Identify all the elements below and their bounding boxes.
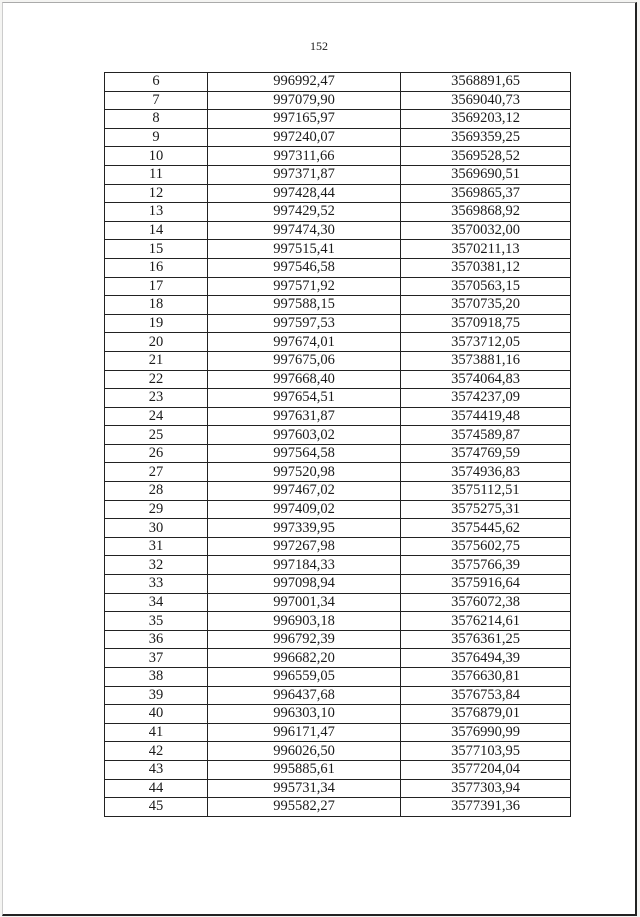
- x-coordinate-cell: 997001,34: [208, 593, 401, 612]
- x-coordinate-cell: 996303,10: [208, 705, 401, 724]
- x-coordinate-cell: 997165,97: [208, 110, 401, 129]
- y-coordinate-cell: 3569868,92: [401, 203, 571, 222]
- point-number-cell: 29: [105, 500, 208, 519]
- x-coordinate-cell: 996437,68: [208, 686, 401, 705]
- coordinates-table-body: [105, 73, 571, 817]
- point-number-cell: 36: [105, 630, 208, 649]
- table-row: [105, 575, 571, 594]
- point-number-cell: 25: [105, 426, 208, 445]
- table-row: [105, 389, 571, 408]
- x-coordinate-cell: 997098,94: [208, 575, 401, 594]
- table-row: [105, 723, 571, 742]
- table-row: [105, 705, 571, 724]
- point-number-cell: 43: [105, 760, 208, 779]
- y-coordinate-cell: 3575916,64: [401, 575, 571, 594]
- y-coordinate-cell: 3569690,51: [401, 165, 571, 184]
- point-number-cell: 33: [105, 575, 208, 594]
- table-row: [105, 110, 571, 129]
- y-coordinate-cell: 3576072,38: [401, 593, 571, 612]
- x-coordinate-cell: 997339,95: [208, 519, 401, 538]
- x-coordinate-cell: 997515,41: [208, 240, 401, 259]
- point-number-cell: 37: [105, 649, 208, 668]
- y-coordinate-cell: 3573881,16: [401, 351, 571, 370]
- table-row: [105, 203, 571, 222]
- y-coordinate-cell: 3574064,83: [401, 370, 571, 389]
- table-row: [105, 593, 571, 612]
- x-coordinate-cell: 997674,01: [208, 333, 401, 352]
- point-number-cell: 18: [105, 296, 208, 315]
- point-number-cell: 20: [105, 333, 208, 352]
- x-coordinate-cell: 996682,20: [208, 649, 401, 668]
- x-coordinate-cell: 997668,40: [208, 370, 401, 389]
- y-coordinate-cell: 3569528,52: [401, 147, 571, 166]
- y-coordinate-cell: 3573712,05: [401, 333, 571, 352]
- x-coordinate-cell: 997079,90: [208, 91, 401, 110]
- table-row: [105, 258, 571, 277]
- x-coordinate-cell: 997474,30: [208, 221, 401, 240]
- x-coordinate-cell: 997603,02: [208, 426, 401, 445]
- x-coordinate-cell: 997675,06: [208, 351, 401, 370]
- y-coordinate-cell: 3574936,83: [401, 463, 571, 482]
- x-coordinate-cell: 997597,53: [208, 314, 401, 333]
- point-number-cell: 27: [105, 463, 208, 482]
- point-number-cell: 34: [105, 593, 208, 612]
- point-number-cell: 21: [105, 351, 208, 370]
- table-row: [105, 426, 571, 445]
- x-coordinate-cell: 997564,58: [208, 444, 401, 463]
- y-coordinate-cell: 3570563,15: [401, 277, 571, 296]
- x-coordinate-cell: 997311,66: [208, 147, 401, 166]
- y-coordinate-cell: 3570735,20: [401, 296, 571, 315]
- x-coordinate-cell: 997267,98: [208, 537, 401, 556]
- table-row: [105, 165, 571, 184]
- point-number-cell: 9: [105, 128, 208, 147]
- point-number-cell: 15: [105, 240, 208, 259]
- point-number-cell: 39: [105, 686, 208, 705]
- x-coordinate-cell: 997546,58: [208, 258, 401, 277]
- point-number-cell: 40: [105, 705, 208, 724]
- point-number-cell: 6: [105, 73, 208, 92]
- y-coordinate-cell: 3576879,01: [401, 705, 571, 724]
- point-number-cell: 30: [105, 519, 208, 538]
- point-number-cell: 22: [105, 370, 208, 389]
- y-coordinate-cell: 3574419,48: [401, 407, 571, 426]
- x-coordinate-cell: 997654,51: [208, 389, 401, 408]
- point-number-cell: 28: [105, 482, 208, 501]
- table-row: [105, 742, 571, 761]
- table-row: [105, 91, 571, 110]
- x-coordinate-cell: 995885,61: [208, 760, 401, 779]
- point-number-cell: 8: [105, 110, 208, 129]
- point-number-cell: 10: [105, 147, 208, 166]
- point-number-cell: 42: [105, 742, 208, 761]
- y-coordinate-cell: 3570211,13: [401, 240, 571, 259]
- table-row: [105, 649, 571, 668]
- point-number-cell: 13: [105, 203, 208, 222]
- x-coordinate-cell: 996903,18: [208, 612, 401, 631]
- y-coordinate-cell: 3569203,12: [401, 110, 571, 129]
- table-row: [105, 147, 571, 166]
- y-coordinate-cell: 3574769,59: [401, 444, 571, 463]
- y-coordinate-cell: 3577303,94: [401, 779, 571, 798]
- page-number: 152: [310, 39, 328, 53]
- point-number-cell: 24: [105, 407, 208, 426]
- x-coordinate-cell: 997428,44: [208, 184, 401, 203]
- table-row: [105, 519, 571, 538]
- x-coordinate-cell: 997371,87: [208, 165, 401, 184]
- y-coordinate-cell: 3568891,65: [401, 73, 571, 92]
- x-coordinate-cell: 997571,92: [208, 277, 401, 296]
- x-coordinate-cell: 997631,87: [208, 407, 401, 426]
- table-row: [105, 128, 571, 147]
- table-row: [105, 296, 571, 315]
- y-coordinate-cell: 3577204,04: [401, 760, 571, 779]
- point-number-cell: 12: [105, 184, 208, 203]
- x-coordinate-cell: 997588,15: [208, 296, 401, 315]
- x-coordinate-cell: 996792,39: [208, 630, 401, 649]
- point-number-cell: 16: [105, 258, 208, 277]
- x-coordinate-cell: 997409,02: [208, 500, 401, 519]
- y-coordinate-cell: 3576494,39: [401, 649, 571, 668]
- table-row: [105, 444, 571, 463]
- point-number-cell: 41: [105, 723, 208, 742]
- point-number-cell: 38: [105, 668, 208, 687]
- table-row: [105, 630, 571, 649]
- table-row: [105, 184, 571, 203]
- y-coordinate-cell: 3575112,51: [401, 482, 571, 501]
- y-coordinate-cell: 3575766,39: [401, 556, 571, 575]
- point-number-cell: 26: [105, 444, 208, 463]
- point-number-cell: 44: [105, 779, 208, 798]
- point-number-cell: 23: [105, 389, 208, 408]
- x-coordinate-cell: 997467,02: [208, 482, 401, 501]
- table-row: [105, 686, 571, 705]
- x-coordinate-cell: 996992,47: [208, 73, 401, 92]
- y-coordinate-cell: 3569359,25: [401, 128, 571, 147]
- y-coordinate-cell: 3574237,09: [401, 389, 571, 408]
- y-coordinate-cell: 3575445,62: [401, 519, 571, 538]
- table-row: [105, 482, 571, 501]
- y-coordinate-cell: 3576630,81: [401, 668, 571, 687]
- y-coordinate-cell: 3570032,00: [401, 221, 571, 240]
- table-row: [105, 760, 571, 779]
- coordinates-table: [104, 72, 571, 817]
- table-row: [105, 537, 571, 556]
- y-coordinate-cell: 3576753,84: [401, 686, 571, 705]
- y-coordinate-cell: 3569040,73: [401, 91, 571, 110]
- point-number-cell: 17: [105, 277, 208, 296]
- table-row: [105, 500, 571, 519]
- table-row: [105, 463, 571, 482]
- table-row: [105, 612, 571, 631]
- y-coordinate-cell: 3569865,37: [401, 184, 571, 203]
- point-number-cell: 7: [105, 91, 208, 110]
- x-coordinate-cell: 997429,52: [208, 203, 401, 222]
- point-number-cell: 11: [105, 165, 208, 184]
- y-coordinate-cell: 3575275,31: [401, 500, 571, 519]
- y-coordinate-cell: 3570381,12: [401, 258, 571, 277]
- point-number-cell: 31: [105, 537, 208, 556]
- x-coordinate-cell: 995582,27: [208, 798, 401, 817]
- table-row: [105, 240, 571, 259]
- document-page: [2, 2, 637, 916]
- table-row: [105, 668, 571, 687]
- table-row: [105, 556, 571, 575]
- y-coordinate-cell: 3577103,95: [401, 742, 571, 761]
- table-row: [105, 73, 571, 92]
- table-row: [105, 333, 571, 352]
- point-number-cell: 32: [105, 556, 208, 575]
- y-coordinate-cell: 3577391,36: [401, 798, 571, 817]
- x-coordinate-cell: 997184,33: [208, 556, 401, 575]
- x-coordinate-cell: 996171,47: [208, 723, 401, 742]
- table-row: [105, 407, 571, 426]
- table-row: [105, 779, 571, 798]
- table-row: [105, 314, 571, 333]
- table-row: [105, 798, 571, 817]
- point-number-cell: 14: [105, 221, 208, 240]
- x-coordinate-cell: 997240,07: [208, 128, 401, 147]
- x-coordinate-cell: 996559,05: [208, 668, 401, 687]
- y-coordinate-cell: 3570918,75: [401, 314, 571, 333]
- point-number-cell: 19: [105, 314, 208, 333]
- table-row: [105, 370, 571, 389]
- y-coordinate-cell: 3576990,99: [401, 723, 571, 742]
- y-coordinate-cell: 3574589,87: [401, 426, 571, 445]
- y-coordinate-cell: 3575602,75: [401, 537, 571, 556]
- point-number-cell: 35: [105, 612, 208, 631]
- x-coordinate-cell: 997520,98: [208, 463, 401, 482]
- point-number-cell: 45: [105, 798, 208, 817]
- x-coordinate-cell: 996026,50: [208, 742, 401, 761]
- y-coordinate-cell: 3576361,25: [401, 630, 571, 649]
- table-row: [105, 221, 571, 240]
- table-row: [105, 277, 571, 296]
- y-coordinate-cell: 3576214,61: [401, 612, 571, 631]
- table-row: [105, 351, 571, 370]
- x-coordinate-cell: 995731,34: [208, 779, 401, 798]
